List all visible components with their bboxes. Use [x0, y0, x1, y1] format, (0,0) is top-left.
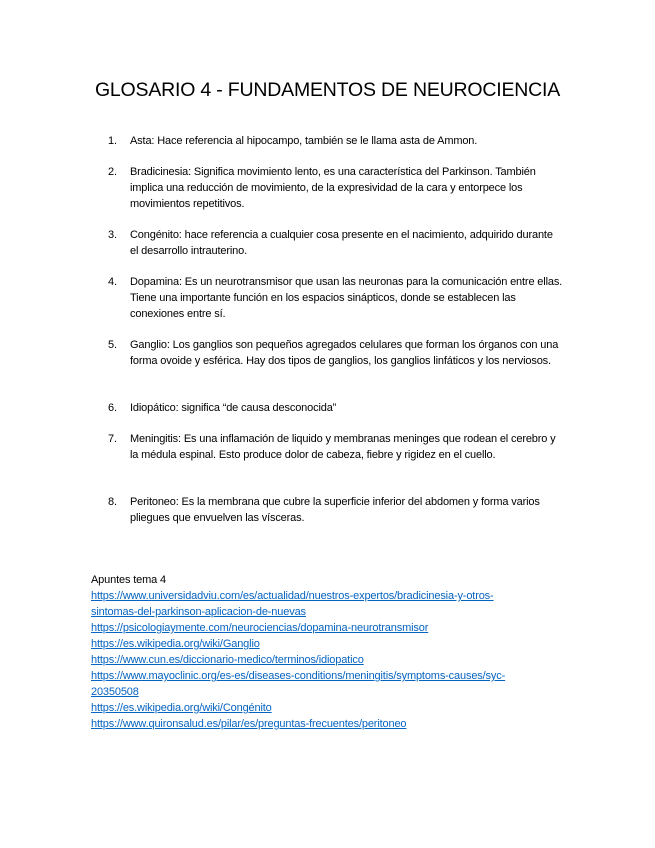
notes-heading: Apuntes tema 4: [91, 574, 166, 586]
link-bradicinesia[interactable]: [91, 588, 571, 620]
item-text: Asta: Hace referencia al hipocampo, también se le llama asta de Ammon.: [130, 135, 478, 147]
glossary-item-idiopatico: [108, 400, 563, 416]
item-number: 3.: [108, 229, 117, 241]
link-text-line: https://es.wikipedia.org/wiki/Congénito: [91, 702, 272, 714]
item-number: 5.: [108, 339, 117, 351]
item-text: Idiopático: significa “de causa desconocida”: [130, 402, 337, 414]
link-idiopatico[interactable]: [91, 652, 571, 668]
link-ganglio[interactable]: [91, 636, 571, 652]
link-text-line: https://www.mayoclinic.org/es-es/diseases-conditions/meningitis/symptoms-causes/syc-: [91, 670, 506, 682]
notes-section: [91, 572, 571, 732]
link-text-line: 20350508: [91, 686, 139, 698]
link-congenito[interactable]: [91, 700, 571, 716]
glossary-item-bradicinesia: [108, 164, 563, 212]
item-text: Congénito: hace referencia a cualquier cosa presente en el nacimiento, adquirido durante el desarrollo intrauterino.: [130, 229, 553, 257]
item-number: 2.: [108, 166, 117, 178]
glossary-item-congenito: [108, 227, 563, 259]
item-text: Bradicinesia: Significa movimiento lento, es una característica del Parkinson. También implica una reducción de movimiento, de la expresividad de la cara y entorpece los movimientos repetitivos.: [130, 166, 536, 210]
glossary-item-dopamina: [108, 274, 563, 322]
glossary-item-ganglio: [108, 337, 563, 369]
item-number: 8.: [108, 496, 117, 508]
glossary-item-peritoneo: [108, 494, 563, 526]
link-dopamina[interactable]: [91, 620, 571, 636]
item-text: Ganglio: Los ganglios son pequeños agregados celulares que forman los órganos con una forma ovoide y esférica. Hay dos tipos de ganglios, los ganglios linfáticos y los nerviosos.: [130, 339, 559, 367]
glossary-item-meningitis: [108, 431, 563, 463]
link-text-line: https://www.universidadviu.com/es/actualidad/nuestros-expertos/bradicinesia-y-otros-: [91, 590, 494, 602]
item-text: Meningitis: Es una inflamación de liquido y membranas meninges que rodean el cerebro y la médula espinal. Esto produce dolor de cabeza, fiebre y rigidez en el cuello.: [130, 433, 556, 461]
item-number: 4.: [108, 276, 117, 288]
item-text: Peritoneo: Es la membrana que cubre la superficie inferior del abdomen y forma varios pliegues que envuelven las vísceras.: [130, 496, 540, 524]
link-text-line: https://es.wikipedia.org/wiki/Ganglio: [91, 638, 260, 650]
link-text-line: https://www.cun.es/diccionario-medico/terminos/idiopatico: [91, 654, 364, 666]
link-text-line: https://psicologiaymente.com/neurociencias/dopamina-neurotransmisor: [91, 622, 429, 634]
item-number: 1.: [108, 135, 117, 147]
page-title: GLOSARIO 4 - FUNDAMENTOS DE NEUROCIENCIA: [94, 79, 561, 101]
item-number: 6.: [108, 402, 117, 414]
link-text-line: https://www.quironsalud.es/pilar/es/preguntas-frecuentes/peritoneo: [91, 718, 407, 730]
link-meningitis[interactable]: [91, 668, 571, 700]
item-text: Dopamina: Es un neurotransmisor que usan las neuronas para la comunicación entre ellas. Tiene una importante función en los espacios sinápticos, donde se establecen las conexiones entre sí.: [130, 276, 563, 320]
link-peritoneo[interactable]: [91, 716, 571, 732]
item-number: 7.: [108, 433, 117, 445]
link-text-line: sintomas-del-parkinson-aplicacion-de-nuevas: [91, 606, 306, 618]
glossary-item-asta: [108, 133, 563, 149]
